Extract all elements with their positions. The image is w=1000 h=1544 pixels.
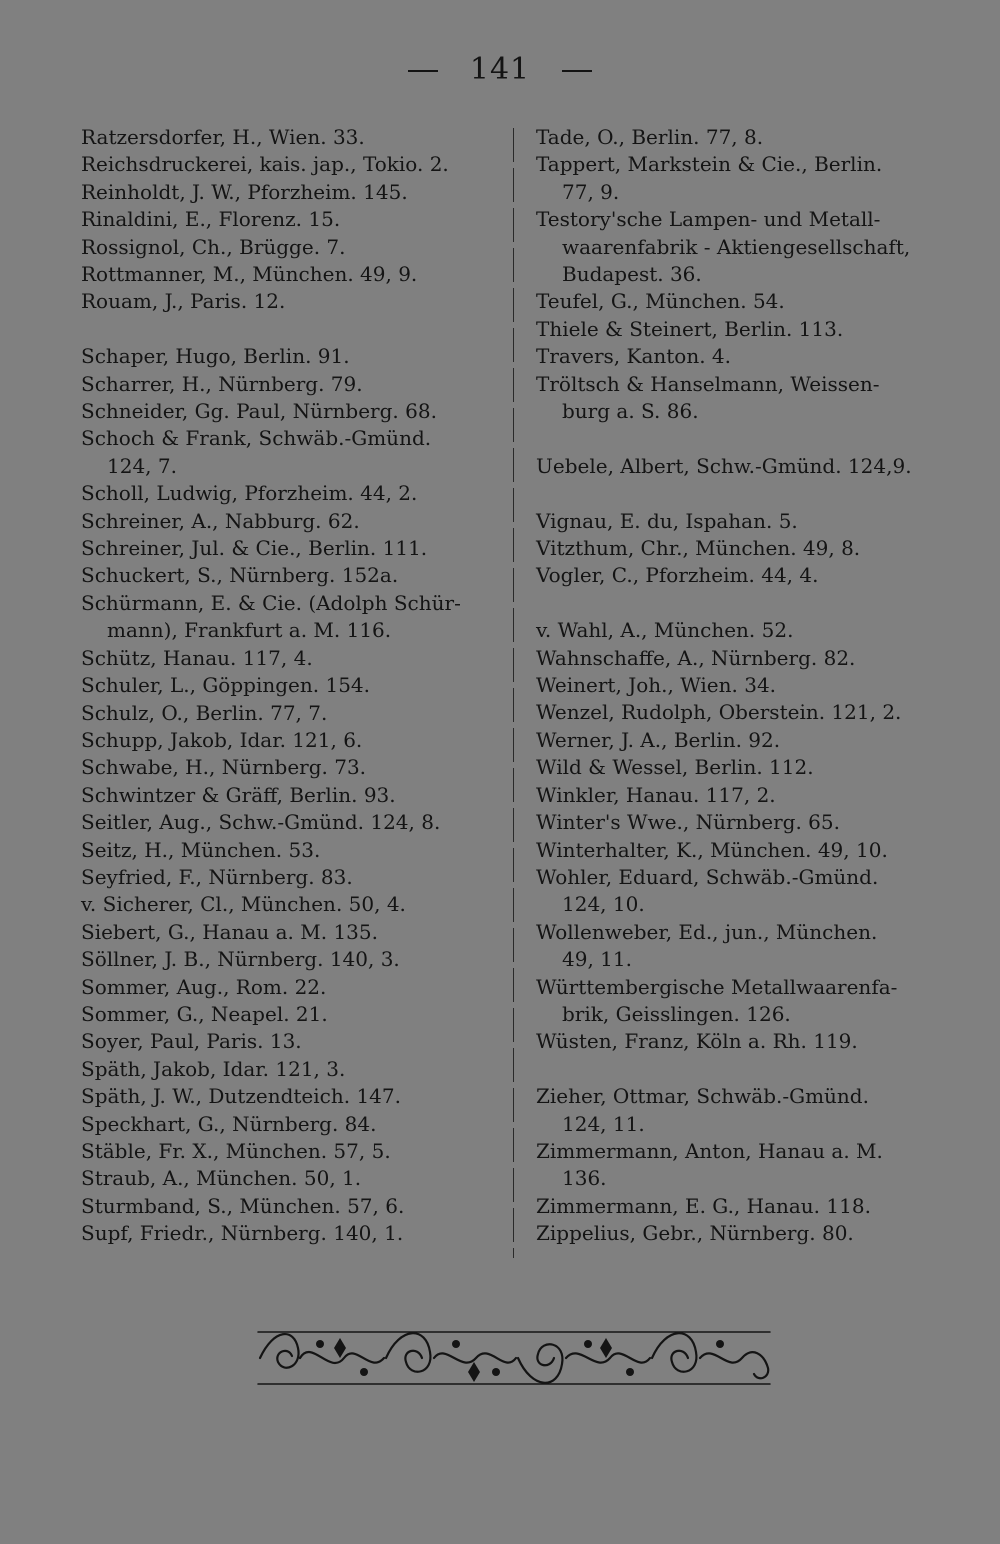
index-entry: Sommer, Aug., Rom. 22. <box>81 974 327 999</box>
index-entry: Wüsten, Franz, Köln a. Rh. 119. <box>536 1029 858 1054</box>
index-entry: Wild & Wessel, Berlin. 112. <box>536 755 814 780</box>
page-number-dash-right <box>562 70 592 72</box>
index-entry-continuation: mann), Frankfurt a. M. 116. <box>107 618 392 643</box>
index-entry: Straub, A., München. 50, 1. <box>81 1166 362 1191</box>
index-entry: Württembergische Metallwaarenfa- <box>536 974 898 999</box>
index-entry: Werner, J. A., Berlin. 92. <box>536 727 781 752</box>
index-entry: v. Sicherer, Cl., München. 50, 4. <box>81 892 406 917</box>
index-column-right <box>536 124 951 1248</box>
index-entry: Wohler, Eduard, Schwäb.-Gmünd. <box>536 864 879 889</box>
index-entry: Tappert, Markstein & Cie., Berlin. <box>536 152 883 177</box>
index-entry: Schneider, Gg. Paul, Nürnberg. 68. <box>81 399 437 424</box>
index-entry: Ratzersdorfer, H., Wien. 33. <box>81 125 365 149</box>
index-entry-continuation: 136. <box>562 1166 607 1191</box>
index-entry: Seitz, H., München. 53. <box>81 837 321 862</box>
index-entry: Rottmanner, M., München. 49, 9. <box>81 262 418 287</box>
index-entry: Späth, J. W., Dutzendteich. 147. <box>81 1084 401 1109</box>
index-entry-continuation: Budapest. 36. <box>562 262 702 287</box>
index-entry: Supf, Friedr., Nürnberg. 140, 1. <box>81 1221 404 1246</box>
index-entry: Winkler, Hanau. 117, 2. <box>536 782 776 807</box>
index-entry: Schupp, Jakob, Idar. 121, 6. <box>81 727 363 752</box>
index-entry: Winter's Wwe., Nürnberg. 65. <box>536 810 840 835</box>
index-entry: Rossignol, Ch., Brügge. 7. <box>81 234 346 259</box>
index-entry: Stäble, Fr. X., München. 57, 5. <box>81 1139 391 1164</box>
index-entry: Schreiner, A., Nabburg. 62. <box>81 508 360 533</box>
index-entry: Wollenweber, Ed., jun., München. <box>536 919 878 944</box>
index-entry: Tade, O., Berlin. 77, 8. <box>536 125 764 149</box>
entry-spacer <box>536 480 951 507</box>
index-entry: Späth, Jakob, Idar. 121, 3. <box>81 1056 346 1081</box>
index-entry: Zieher, Ottmar, Schwäb.-Gmünd. <box>536 1084 869 1109</box>
index-entry: Rinaldini, E., Florenz. 15. <box>81 207 341 232</box>
index-entry: Tröltsch & Hanselmann, Weissen- <box>536 371 880 396</box>
index-entry-continuation: waarenfabrik - Aktiengesellschaft, <box>562 234 911 259</box>
index-entry: v. Wahl, A., München. 52. <box>536 618 794 643</box>
index-entry: Vignau, E. du, Ispahan. 5. <box>536 508 798 533</box>
index-entry: Travers, Kanton. 4. <box>536 344 731 369</box>
index-entry: Vitzthum, Chr., München. 49, 8. <box>536 536 861 561</box>
page-number-header <box>0 52 1000 87</box>
index-entry: Wenzel, Rudolph, Oberstein. 121, 2. <box>536 700 902 725</box>
index-entry: Reinholdt, J. W., Pforzheim. 145. <box>81 179 408 204</box>
index-entry: Zimmermann, Anton, Hanau a. M. <box>536 1138 883 1163</box>
column-divider <box>513 128 514 1258</box>
index-entry: Seyfried, F., Nürnberg. 83. <box>81 864 353 889</box>
index-entry: Speckhart, G., Nürnberg. 84. <box>81 1111 377 1136</box>
index-entry: Söllner, J. B., Nürnberg. 140, 3. <box>81 947 400 972</box>
decorative-scroll-ornament-icon <box>250 1318 780 1398</box>
index-entry: Schwabe, H., Nürnberg. 73. <box>81 755 367 780</box>
index-entry: Vogler, C., Pforzheim. 44, 4. <box>536 563 819 588</box>
index-entry: Thiele & Steinert, Berlin. 113. <box>536 316 844 341</box>
index-entry: Wahnschaffe, A., Nürnberg. 82. <box>536 645 856 670</box>
index-entry: Sommer, G., Neapel. 21. <box>81 1001 328 1026</box>
index-entry: Schulz, O., Berlin. 77, 7. <box>81 700 328 725</box>
index-entry: Winterhalter, K., München. 49, 10. <box>536 837 888 862</box>
index-entry: Schaper, Hugo, Berlin. 91. <box>81 344 350 369</box>
index-entry: Schwintzer & Gräff, Berlin. 93. <box>81 782 396 807</box>
index-entry: Schoch & Frank, Schwäb.-Gmünd. <box>81 426 432 451</box>
index-entry-continuation: 77, 9. <box>562 179 620 204</box>
entry-spacer <box>536 1056 951 1083</box>
index-entry-continuation: burg a. S. 86. <box>562 399 699 424</box>
entry-spacer <box>81 316 501 343</box>
index-entry: Zimmermann, E. G., Hanau. 118. <box>536 1193 871 1218</box>
index-entry: Seitler, Aug., Schw.-Gmünd. 124, 8. <box>81 810 441 835</box>
page-number-dash-left <box>408 70 438 72</box>
index-column-left <box>81 124 501 1248</box>
index-entry: Schuler, L., Göppingen. 154. <box>81 673 370 698</box>
index-entry: Zippelius, Gebr., Nürnberg. 80. <box>536 1221 854 1246</box>
index-entry-continuation: 124, 11. <box>562 1111 645 1136</box>
index-entry-continuation: 49, 11. <box>562 947 632 972</box>
index-entry: Sturmband, S., München. 57, 6. <box>81 1193 405 1218</box>
index-entry: Schürmann, E. & Cie. (Adolph Schür- <box>81 590 461 615</box>
page-number: 141 <box>469 52 531 87</box>
index-entry-continuation: 124, 10. <box>562 892 645 917</box>
index-entry: Weinert, Joh., Wien. 34. <box>536 673 777 698</box>
index-entry-continuation: brik, Geisslingen. 126. <box>562 1001 791 1026</box>
index-entry: Soyer, Paul, Paris. 13. <box>81 1029 302 1054</box>
index-entry: Schütz, Hanau. 117, 4. <box>81 645 313 670</box>
index-entry: Schreiner, Jul. & Cie., Berlin. 111. <box>81 536 428 561</box>
entry-spacer <box>536 590 951 617</box>
index-entry: Reichsdruckerei, kais. jap., Tokio. 2. <box>81 152 449 177</box>
index-entry: Scholl, Ludwig, Pforzheim. 44, 2. <box>81 481 418 506</box>
index-entry: Rouam, J., Paris. 12. <box>81 289 286 314</box>
entry-spacer <box>536 425 951 452</box>
index-entry: Siebert, G., Hanau a. M. 135. <box>81 919 378 944</box>
index-entry: Teufel, G., München. 54. <box>536 289 785 314</box>
index-entry-continuation: 124, 7. <box>107 453 177 478</box>
index-entry: Schuckert, S., Nürnberg. 152a. <box>81 563 399 588</box>
index-entry: Testory'sche Lampen- und Metall- <box>536 207 881 232</box>
index-entry: Uebele, Albert, Schw.-Gmünd. 124,9. <box>536 453 912 478</box>
index-entry: Scharrer, H., Nürnberg. 79. <box>81 371 363 396</box>
